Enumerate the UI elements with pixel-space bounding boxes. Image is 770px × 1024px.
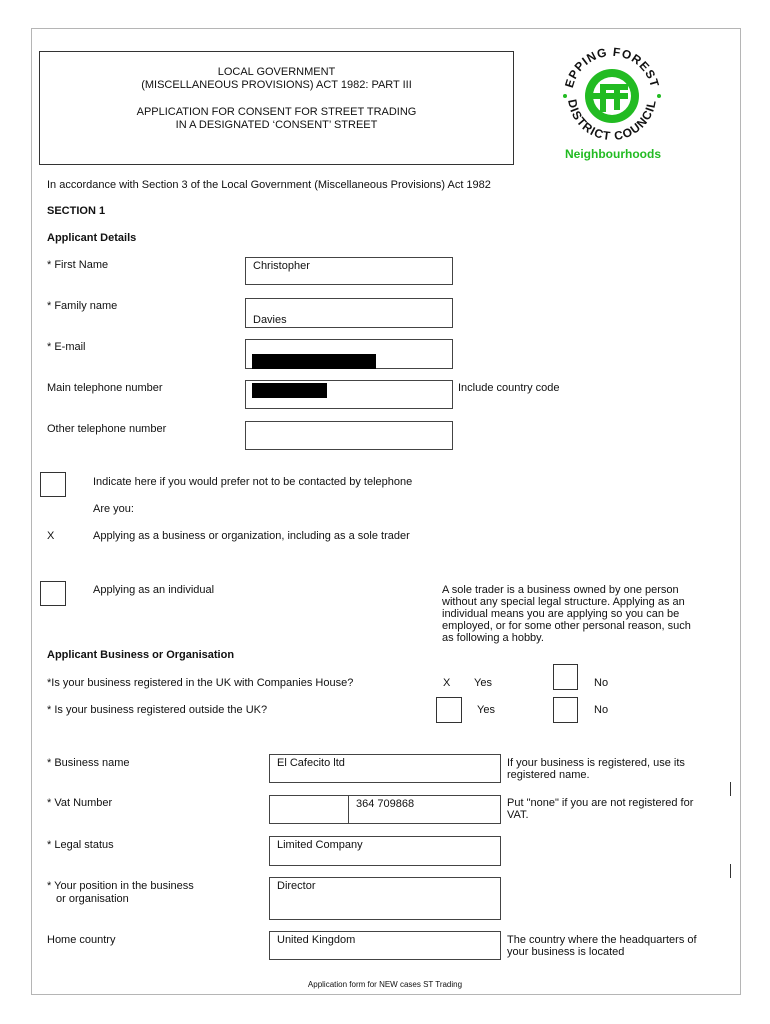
country-code-note: Include country code (458, 382, 560, 394)
business-name-note-line: registered name. (507, 769, 590, 781)
business-name-note-line: If your business is registered, use its (507, 757, 685, 769)
vat-field[interactable] (269, 795, 501, 824)
header-line-1: LOCAL GOVERNMENT (217, 66, 336, 78)
sole-trader-note-line: individual means you are applying so you can be (442, 608, 680, 620)
page-footer: Application form for NEW cases ST Trading (307, 980, 463, 989)
business-name-note (507, 757, 724, 781)
first-name-value: Christopher (253, 260, 310, 272)
vat-label: * Vat Number (47, 797, 113, 809)
margin-mark (730, 864, 731, 878)
home-country-note-line: The country where the headquarters of (507, 934, 697, 946)
business-option-mark[interactable]: X (47, 530, 55, 542)
home-country-note-line: your business is located (507, 946, 625, 958)
individual-label: Applying as an individual (93, 584, 215, 596)
outside-uk-question: * Is your business registered outside the UK? (47, 704, 268, 716)
applicant-details-heading: Applicant Details (47, 232, 137, 244)
email-label: * E-mail (47, 341, 86, 353)
main-phone-label: Main telephone number (47, 382, 163, 394)
are-you-label: Are you: (93, 503, 134, 515)
margin-mark (730, 782, 731, 796)
individual-checkbox[interactable] (40, 581, 66, 606)
intro-text: In accordance with Section 3 of the Local Government (Miscellaneous Provisions) Act 1982 (47, 179, 491, 191)
logo-ring-top-text: EPPING FOREST (561, 44, 663, 90)
family-name-field[interactable] (245, 298, 453, 328)
home-country-value: United Kingdom (277, 934, 356, 946)
uk-registered-yes-label: Yes (474, 677, 492, 689)
uk-registered-no-checkbox[interactable] (553, 664, 578, 690)
phone-redaction (252, 383, 327, 398)
business-heading: Applicant Business or Organisation (47, 649, 235, 661)
outside-uk-no-label: No (594, 704, 609, 716)
sole-trader-note-line: A sole trader is a business owned by one person (442, 584, 679, 596)
uk-registered-question: *Is your business registered in the UK with Companies House? (47, 677, 354, 689)
header-line-4: IN A DESIGNATED ‘CONSENT’ STREET (175, 119, 378, 131)
vat-field-divider (348, 796, 349, 823)
position-value: Director (277, 880, 316, 892)
vat-value: 364 709868 (356, 798, 415, 810)
first-name-label: * First Name (47, 259, 109, 271)
position-label: * Your position in the business (47, 880, 194, 892)
form-header (39, 51, 514, 165)
other-phone-label: Other telephone number (47, 423, 167, 435)
section-title: SECTION 1 (47, 205, 106, 217)
family-name-value: Davies (253, 314, 287, 326)
outside-uk-yes-label: Yes (477, 704, 495, 716)
no-telephone-label: Indicate here if you would prefer not to be contacted by telephone (93, 476, 413, 488)
vat-note-line: VAT. (507, 809, 529, 821)
first-name-field[interactable] (245, 257, 453, 285)
main-phone-field[interactable] (245, 380, 453, 409)
position-field[interactable] (269, 877, 501, 920)
family-name-label: * Family name (47, 300, 118, 312)
header-line-2: (MISCELLANEOUS PROVISIONS) ACT 1982: PART III (141, 79, 412, 91)
header-line-3: APPLICATION FOR CONSENT FOR STREET TRADING (136, 106, 417, 118)
business-option-label: Applying as a business or organization, including as a sole trader (93, 530, 410, 542)
legal-status-value: Limited Company (277, 839, 363, 851)
business-name-label: * Business name (47, 757, 130, 769)
other-phone-field[interactable] (245, 421, 453, 450)
email-field[interactable] (245, 339, 453, 369)
business-name-value: El Cafecito ltd (277, 757, 345, 769)
uk-registered-no-label: No (594, 677, 609, 689)
sole-trader-note (442, 584, 732, 644)
home-country-field[interactable] (269, 931, 501, 960)
vat-note-line: Put "none" if you are not registered for (507, 797, 694, 809)
sole-trader-note-line: employed, or for some other personal reason, such (442, 620, 691, 632)
sole-trader-note-line: without any special legal structure. Applying as an (442, 596, 685, 608)
legal-status-field[interactable] (269, 836, 501, 866)
home-country-note (507, 934, 724, 958)
outside-uk-yes-checkbox[interactable] (436, 697, 462, 723)
position-label-cont: or organisation (56, 893, 129, 905)
legal-status-label: * Legal status (47, 839, 114, 851)
sole-trader-note-line: as following a hobby. (442, 632, 544, 644)
home-country-label: Home country (47, 934, 116, 946)
business-name-field[interactable] (269, 754, 501, 783)
outside-uk-no-checkbox[interactable] (553, 697, 578, 723)
council-logo-icon (552, 44, 670, 148)
vat-note (507, 797, 724, 821)
email-redaction (252, 354, 376, 369)
no-telephone-checkbox[interactable] (40, 472, 66, 497)
logo-subtitle: Neighbourhoods (565, 147, 661, 161)
logo-ring-bottom-text: DISTRICT COUNCIL (565, 98, 659, 144)
uk-registered-yes-mark[interactable]: X (443, 677, 451, 689)
